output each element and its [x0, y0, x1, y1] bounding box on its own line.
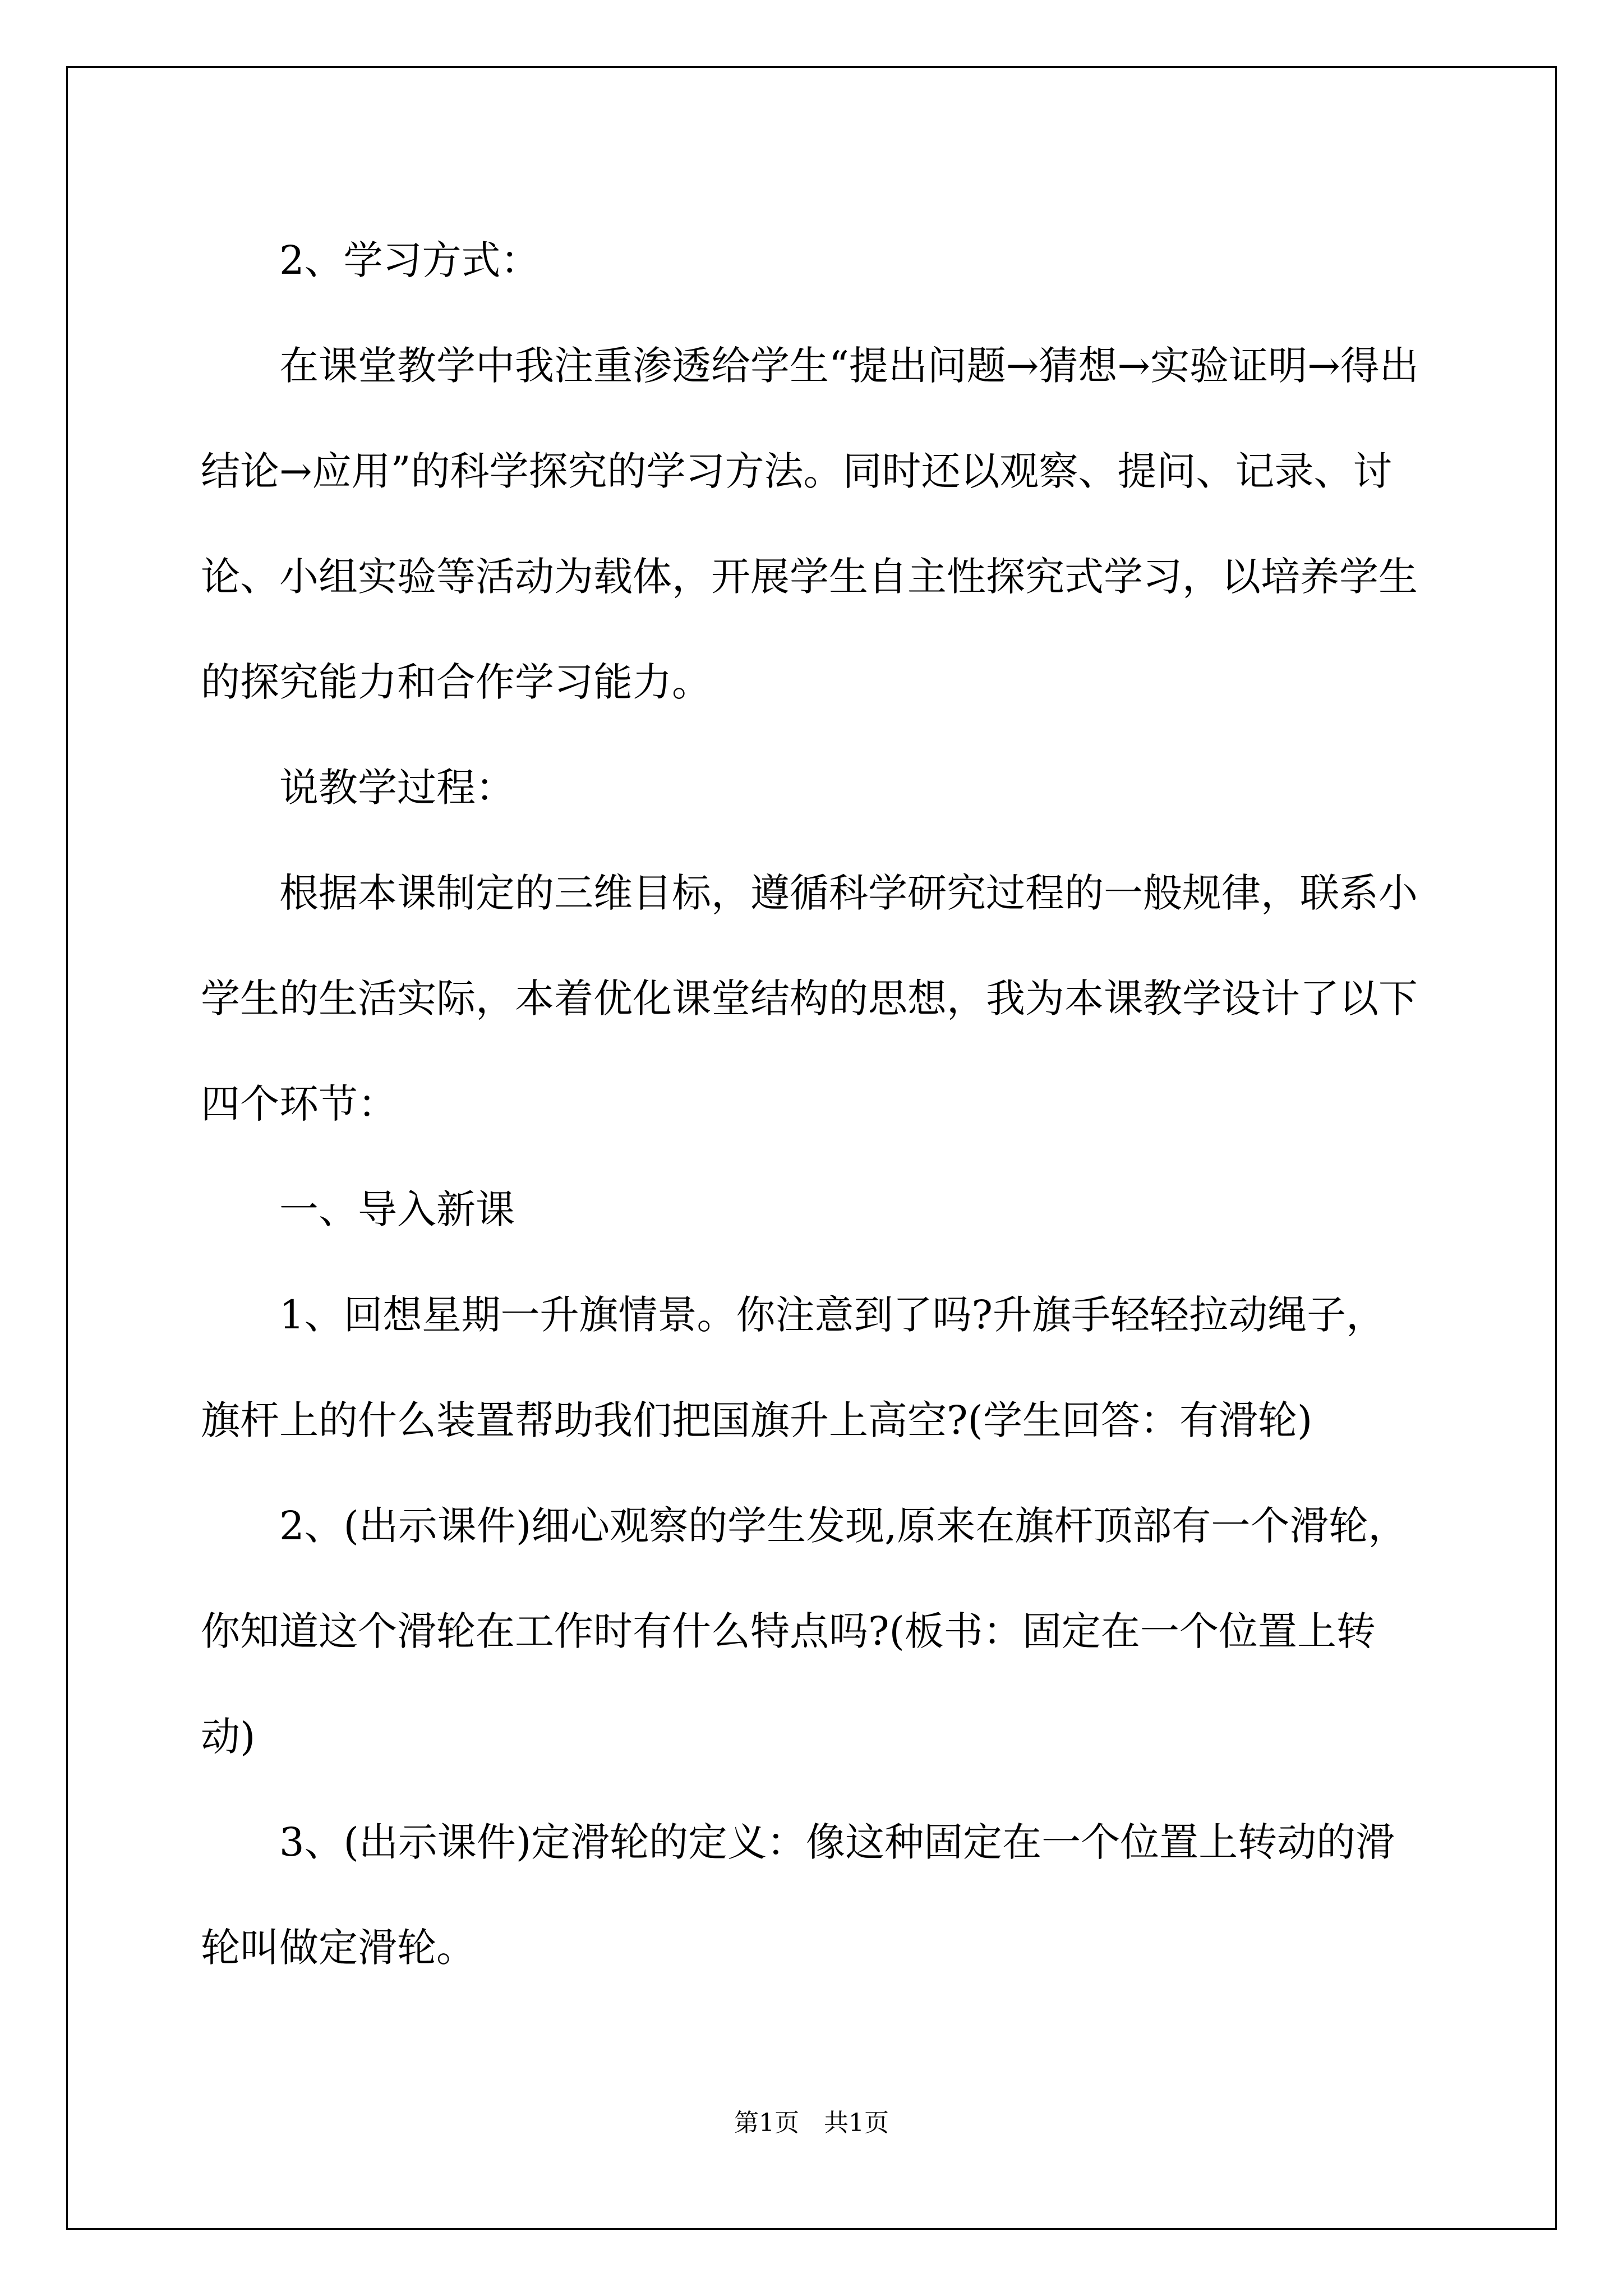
paragraph-step-3: 3、(出示课件)定滑轮的定义：像这种固定在一个位置上转动的滑轮叫做定滑轮。	[201, 1819, 1395, 1971]
paragraph-learning-method-heading: 2、学习方式：	[279, 237, 540, 283]
paragraph-step-2: 2、(出示课件)细心观察的学生发现,原来在旗杆顶部有一个滑轮，你知道这个滑轮在工作时有什么特点吗?(板书：固定在一个位置上转动)	[201, 1503, 1408, 1760]
paragraph-learning-method: 在课堂教学中我注重渗透给学生“提出问题→猜想→实验证明→得出结论→应用”的科学探究的学习方法。同时还以观察、提问、记录、讨论、小组实验等活动为载体，开展学生自主性探究式学习，以培养学生的探究能力和合作学习能力。	[201, 343, 1419, 705]
page-footer: 第1页 共1页	[734, 2109, 889, 2137]
paragraph-teaching-process-heading: 说教学过程：	[279, 765, 515, 811]
paragraph-teaching-process: 根据本课制定的三维目标，遵循科学研究过程的一般规律，联系小学生的生活实际，本着优化课堂结构的思想，我为本课教学设计了以下四个环节：	[201, 870, 1418, 1127]
paragraph-section-intro-heading: 一、导入新课	[279, 1186, 515, 1232]
paragraph-step-1: 1、回想星期一升旗情景。你注意到了吗?升旗手轻轻拉动绳子，旗杆上的什么装置帮助我们把国旗升上高空?(学生回答：有滑轮)	[201, 1292, 1386, 1443]
document-body	[201, 208, 1423, 2000]
